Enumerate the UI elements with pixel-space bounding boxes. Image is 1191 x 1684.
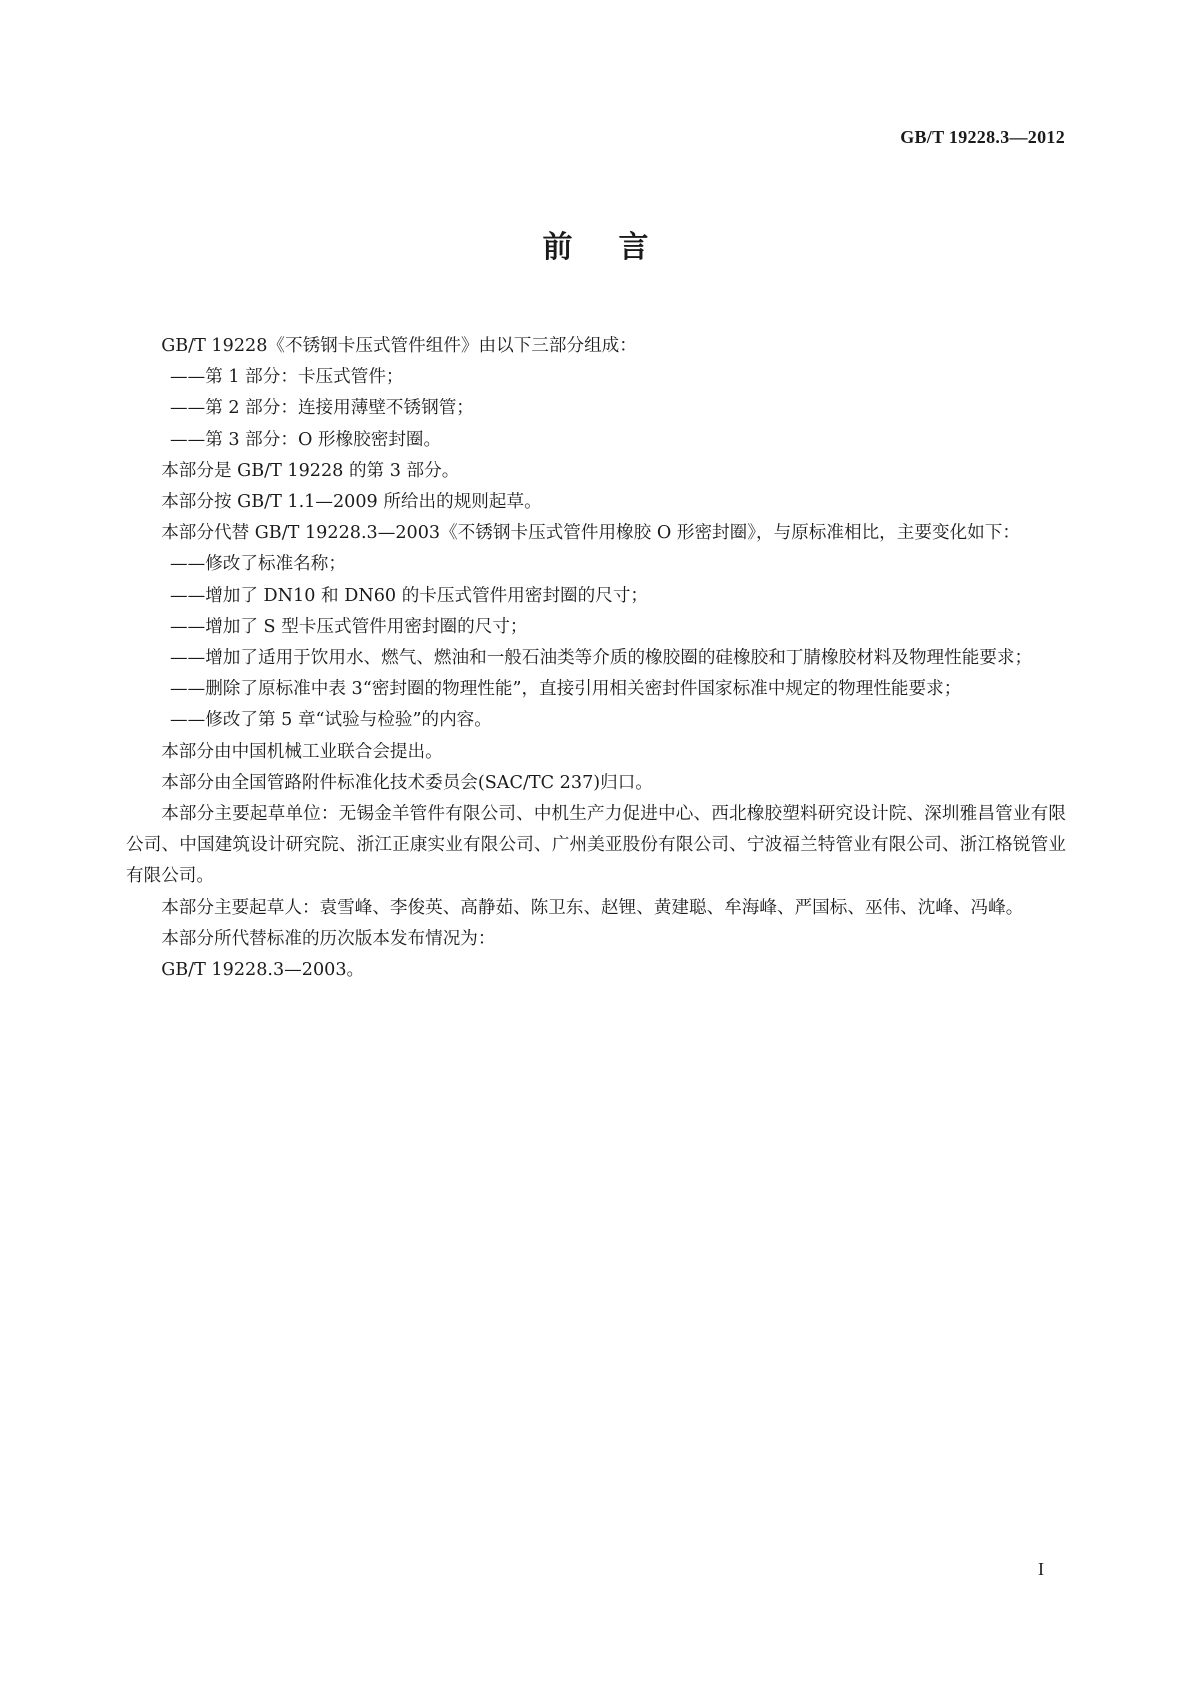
paragraph: 本部分由全国管路附件标准化技术委员会(SAC/TC 237)归口。	[161, 772, 653, 793]
paragraph: 本部分是 GB/T 19228 的第 3 部分。	[161, 460, 460, 481]
paragraph: 本部分按 GB/T 1.1—2009 所给出的规则起草。	[161, 492, 542, 513]
paragraph: GB/T 19228《不锈钢卡压式管件组件》由以下三部分组成：	[161, 336, 637, 356]
dash-list-item: ——第 2 部分：连接用薄壁不锈钢管；	[170, 398, 474, 419]
paragraph: 本部分由中国机械工业联合会提出。	[161, 741, 443, 762]
paragraph: GB/T 19228.3—2003。	[161, 960, 365, 981]
page-number: I	[1038, 1559, 1044, 1579]
dash-list-item: ——修改了第 5 章“试验与检验”的内容。	[170, 710, 492, 731]
paragraph: 本部分所代替标准的历次版本发布情况为：	[161, 928, 496, 949]
dash-list-item: ——第 1 部分：卡压式管件；	[170, 367, 404, 388]
paragraph: 本部分主要起草人：袁雪峰、李俊英、高静茹、陈卫东、赵锂、黄建聪、牟海峰、严国标、巫伟、沈峰、冯峰。	[161, 897, 1024, 918]
page-title: 前言	[542, 230, 695, 265]
dash-list-item: ——增加了 DN10 和 DN60 的卡压式管件用密封圈的尺寸；	[170, 585, 649, 606]
dash-list-item: ——增加了适用于饮用水、燃气、燃油和一般石油类等介质的橡胶圈的硅橡胶和丁腈橡胶材料及物理性能要求；	[170, 648, 1033, 669]
standard-code: GB/T 19228.3—2012	[900, 127, 1065, 147]
paragraph: 本部分主要起草单位：无锡金羊管件有限公司、中机生产力促进中心、西北橡胶塑料研究设计院、深圳雅昌管业有限公司、中国建筑设计研究院、浙江正康实业有限公司、广州美亚股份有限公司、宁波福兰特管业有限公司、浙江格锐管业有限公司。	[126, 804, 1066, 887]
dash-list-item: ——修改了标准名称；	[170, 554, 346, 575]
dash-list-item: ——删除了原标准中表 3“密封圈的物理性能”，直接引用相关密封件国家标准中规定的物理性能要求；	[170, 679, 962, 700]
dash-list-item: ——第 3 部分：O 形橡胶密封圈。	[170, 429, 442, 450]
dash-list-item: ——增加了 S 型卡压式管件用密封圈的尺寸；	[170, 616, 528, 637]
document-body	[126, 331, 1066, 986]
paragraph: 本部分代替 GB/T 19228.3—2003《不锈钢卡压式管件用橡胶 O 形密封圈》，与原标准相比，主要变化如下：	[161, 523, 1020, 544]
